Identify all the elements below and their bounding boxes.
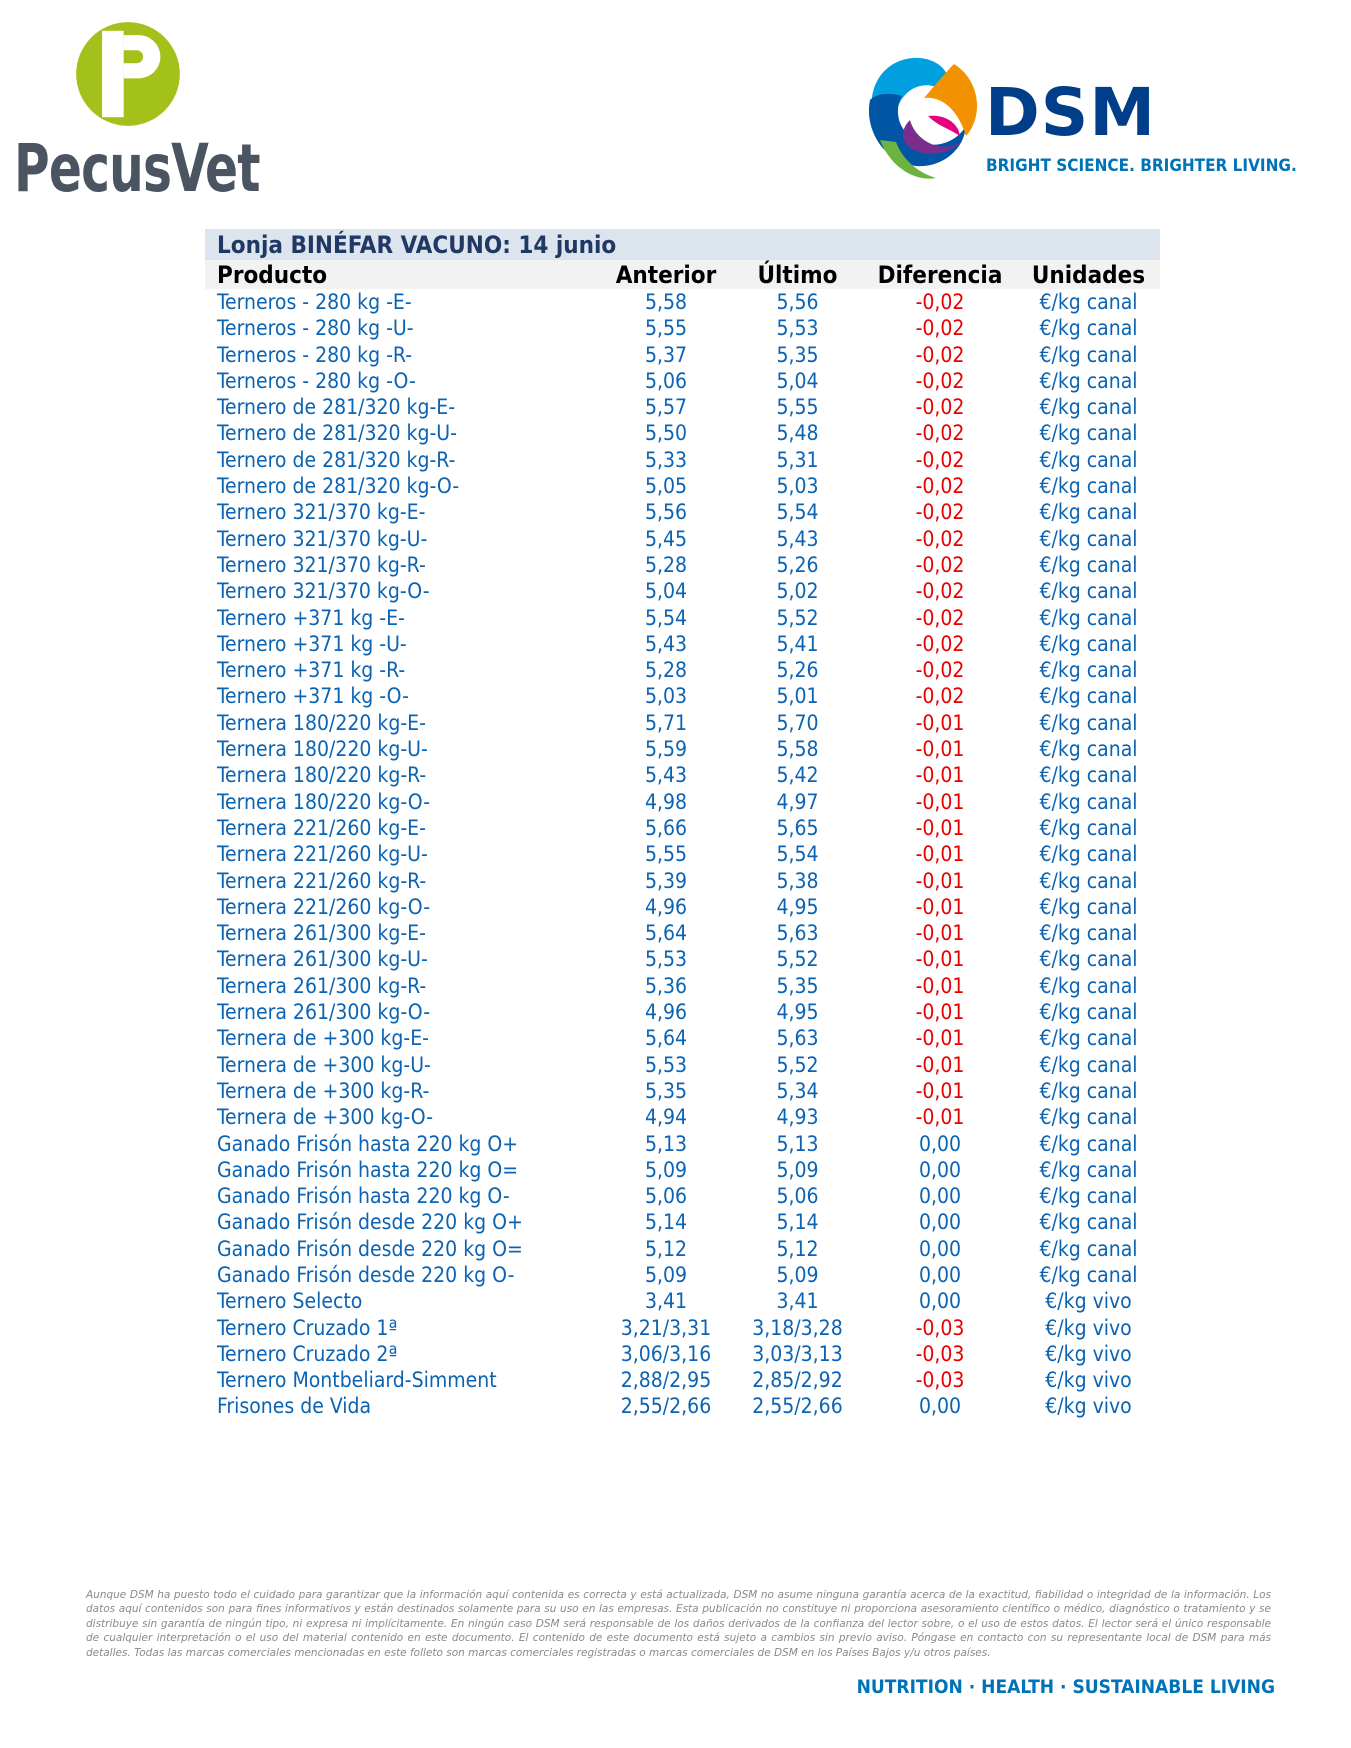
cell-unidades: €/kg canal bbox=[1039, 947, 1138, 972]
cell-ultimo: 5,48 bbox=[776, 421, 819, 446]
cell-ultimo: 5,41 bbox=[776, 631, 819, 656]
cell-anterior: 5,14 bbox=[644, 1210, 688, 1235]
cell-diferencia: -0,02 bbox=[915, 474, 965, 499]
table-row bbox=[205, 946, 1160, 972]
cell-anterior: 3,41 bbox=[644, 1289, 688, 1314]
cell-anterior: 5,57 bbox=[644, 395, 688, 420]
cell-anterior: 5,36 bbox=[644, 973, 688, 998]
cell-ultimo: 5,34 bbox=[776, 1078, 819, 1103]
table-row bbox=[205, 841, 1160, 867]
cell-producto: Ternero +371 kg -R- bbox=[217, 658, 406, 683]
legal-disclaimer: Aunque DSM ha puesto todo el cuidado para garantizar que la información aquí contenida es correcta y está actualizada, DSM no asume ninguna garantía acerca de la exactitud, fiabilidad o integridad de la información. Los datos aquí contenidos son para fines informativos y están destinados solamente para su uso en las empresas. Esta publicación no constituye ni proporciona asesoramiento científico o médico, diagnóstico o tratamiento y se distribuye sin garantía de ningún tipo, ni expresa ni implícitamente. En ningún caso DSM será responsable de los daños derivados de la confianza del lector sobre, o el uso de estos datos. El lector será el único responsable de cualquier interpretación o el uso del material contenido en este documento. El contenido de este documento está sujeto a cambios sin previo aviso. Póngase en contacto con su representante local de DSM para más detalles. Todas las marcas comerciales mencionadas en este folleto son marcas comerciales registradas o marcas comerciales de DSM en los Países Bajos y/u otros países. bbox=[86, 1589, 1271, 1659]
cell-producto: Ternero Selecto bbox=[217, 1289, 363, 1314]
cell-diferencia: -0,03 bbox=[915, 1368, 965, 1393]
cell-ultimo: 5,26 bbox=[776, 552, 819, 577]
cell-ultimo: 5,70 bbox=[776, 710, 819, 735]
cell-anterior: 5,09 bbox=[644, 1157, 688, 1182]
table-row bbox=[205, 1157, 1160, 1183]
cell-diferencia: -0,01 bbox=[915, 710, 965, 735]
cell-unidades: €/kg vivo bbox=[1045, 1341, 1132, 1366]
cell-producto: Ternera 261/300 kg-E- bbox=[217, 921, 426, 946]
table-row bbox=[205, 499, 1160, 525]
cell-diferencia: -0,01 bbox=[915, 1105, 965, 1130]
cell-producto: Terneros - 280 kg -R- bbox=[217, 342, 413, 367]
cell-diferencia: -0,02 bbox=[915, 421, 965, 446]
cell-diferencia: -0,01 bbox=[915, 789, 965, 814]
cell-ultimo: 5,55 bbox=[776, 395, 819, 420]
cell-producto: Ternero de 281/320 kg-O- bbox=[217, 474, 460, 499]
cell-unidades: €/kg canal bbox=[1039, 1262, 1138, 1287]
cell-producto: Ternero de 281/320 kg-E- bbox=[217, 395, 456, 420]
cell-producto: Ganado Frisón hasta 220 kg O= bbox=[217, 1157, 519, 1182]
cell-unidades: €/kg canal bbox=[1039, 316, 1138, 341]
cell-unidades: €/kg canal bbox=[1039, 921, 1138, 946]
cell-ultimo: 3,41 bbox=[776, 1289, 819, 1314]
dsm-logo-icon bbox=[850, 50, 990, 185]
table-row bbox=[205, 1131, 1160, 1157]
cell-ultimo: 5,52 bbox=[776, 947, 819, 972]
cell-ultimo: 5,31 bbox=[776, 447, 819, 472]
table-row bbox=[205, 368, 1160, 394]
table-row bbox=[205, 789, 1160, 815]
cell-ultimo: 5,63 bbox=[776, 921, 819, 946]
cell-diferencia: 0,00 bbox=[918, 1394, 962, 1419]
cell-diferencia: -0,02 bbox=[915, 552, 965, 577]
cell-unidades: €/kg canal bbox=[1039, 1026, 1138, 1051]
table-row bbox=[205, 526, 1160, 552]
cell-unidades: €/kg canal bbox=[1039, 658, 1138, 683]
cell-anterior: 5,28 bbox=[644, 658, 688, 683]
cell-ultimo: 5,01 bbox=[776, 684, 819, 709]
cell-ultimo: 5,06 bbox=[776, 1184, 819, 1209]
table-row bbox=[205, 1236, 1160, 1262]
cell-diferencia: 0,00 bbox=[918, 1157, 962, 1182]
cell-anterior: 5,59 bbox=[644, 737, 688, 762]
cell-ultimo: 5,12 bbox=[776, 1236, 819, 1261]
cell-ultimo: 5,13 bbox=[776, 1131, 819, 1156]
table-header-row bbox=[205, 260, 1160, 289]
cell-unidades: €/kg canal bbox=[1039, 1236, 1138, 1261]
cell-anterior: 5,43 bbox=[644, 631, 688, 656]
cell-anterior: 4,98 bbox=[644, 789, 688, 814]
cell-ultimo: 5,35 bbox=[776, 973, 819, 998]
cell-diferencia: -0,02 bbox=[915, 631, 965, 656]
cell-producto: Ternera de +300 kg-O- bbox=[217, 1105, 434, 1130]
cell-producto: Ternera 261/300 kg-U- bbox=[217, 947, 428, 972]
cell-ultimo: 5,52 bbox=[776, 1052, 819, 1077]
cell-anterior: 5,05 bbox=[644, 474, 688, 499]
cell-anterior: 5,71 bbox=[644, 710, 688, 735]
header-anterior: Anterior bbox=[615, 261, 717, 289]
cell-unidades: €/kg canal bbox=[1039, 631, 1138, 656]
cell-producto: Ternera de +300 kg-U- bbox=[217, 1052, 431, 1077]
cell-anterior: 4,96 bbox=[644, 894, 688, 919]
table-row bbox=[205, 920, 1160, 946]
cell-diferencia: -0,02 bbox=[915, 316, 965, 341]
cell-unidades: €/kg vivo bbox=[1045, 1394, 1132, 1419]
table-row bbox=[205, 1078, 1160, 1104]
table-body bbox=[205, 289, 1160, 1420]
table-row bbox=[205, 1104, 1160, 1130]
cell-diferencia: -0,03 bbox=[915, 1315, 965, 1340]
cell-anterior: 5,39 bbox=[644, 868, 688, 893]
cell-anterior: 5,09 bbox=[644, 1262, 688, 1287]
cell-diferencia: -0,02 bbox=[915, 500, 965, 525]
pecusvet-logo bbox=[14, 18, 260, 208]
cell-diferencia: -0,01 bbox=[915, 947, 965, 972]
cell-unidades: €/kg canal bbox=[1039, 842, 1138, 867]
cell-producto: Ternero Montbeliard-Simment bbox=[217, 1368, 497, 1393]
cell-producto: Terneros - 280 kg -U- bbox=[217, 316, 414, 341]
cell-unidades: €/kg canal bbox=[1039, 342, 1138, 367]
cell-ultimo: 5,56 bbox=[776, 290, 819, 314]
cell-producto: Terneros - 280 kg -E- bbox=[217, 290, 412, 314]
cell-diferencia: -0,01 bbox=[915, 842, 965, 867]
pecusvet-wordmark: PecusVet bbox=[14, 130, 260, 207]
table-row bbox=[205, 1183, 1160, 1209]
cell-producto: Ternero Cruzado 1ª bbox=[217, 1315, 398, 1340]
cell-diferencia: -0,01 bbox=[915, 1078, 965, 1103]
cell-unidades: €/kg canal bbox=[1039, 1157, 1138, 1182]
table-row bbox=[205, 710, 1160, 736]
cell-ultimo: 5,52 bbox=[776, 605, 819, 630]
cell-diferencia: -0,02 bbox=[915, 684, 965, 709]
cell-producto: Ternero de 281/320 kg-U- bbox=[217, 421, 457, 446]
cell-diferencia: -0,01 bbox=[915, 921, 965, 946]
cell-anterior: 5,64 bbox=[644, 1026, 688, 1051]
header-diferencia: Diferencia bbox=[877, 261, 1003, 289]
cell-diferencia: -0,02 bbox=[915, 368, 965, 393]
cell-ultimo: 5,14 bbox=[776, 1210, 819, 1235]
cell-unidades: €/kg canal bbox=[1039, 763, 1138, 788]
cell-ultimo: 4,93 bbox=[776, 1105, 819, 1130]
cell-diferencia: -0,02 bbox=[915, 290, 965, 314]
cell-producto: Ganado Frisón desde 220 kg O- bbox=[217, 1262, 515, 1287]
cell-ultimo: 5,43 bbox=[776, 526, 819, 551]
cell-anterior: 2,55/2,66 bbox=[620, 1394, 712, 1419]
cell-anterior: 2,88/2,95 bbox=[620, 1368, 712, 1393]
cell-unidades: €/kg canal bbox=[1039, 474, 1138, 499]
dsm-tagline: BRIGHT SCIENCE. BRIGHTER LIVING. bbox=[986, 156, 1297, 176]
cell-diferencia: 0,00 bbox=[918, 1210, 962, 1235]
cell-producto: Ternero Cruzado 2ª bbox=[217, 1341, 398, 1366]
cell-anterior: 5,03 bbox=[644, 684, 688, 709]
cell-diferencia: -0,01 bbox=[915, 815, 965, 840]
cell-unidades: €/kg canal bbox=[1039, 1210, 1138, 1235]
cell-unidades: €/kg canal bbox=[1039, 894, 1138, 919]
cell-unidades: €/kg canal bbox=[1039, 684, 1138, 709]
cell-ultimo: 5,54 bbox=[776, 842, 819, 867]
cell-ultimo: 5,65 bbox=[776, 815, 819, 840]
cell-producto: Ternera 221/260 kg-E- bbox=[217, 815, 426, 840]
cell-producto: Ganado Frisón desde 220 kg O= bbox=[217, 1236, 523, 1261]
cell-producto: Ternera 221/260 kg-R- bbox=[217, 868, 427, 893]
table-row bbox=[205, 1393, 1160, 1419]
cell-unidades: €/kg canal bbox=[1039, 1000, 1138, 1025]
cell-producto: Ternero 321/370 kg-O- bbox=[217, 579, 430, 604]
cell-unidades: €/kg canal bbox=[1039, 290, 1138, 314]
cell-producto: Ternera 261/300 kg-O- bbox=[217, 1000, 431, 1025]
header-ultimo: Último bbox=[757, 261, 838, 289]
cell-anterior: 5,04 bbox=[644, 579, 688, 604]
table-row bbox=[205, 1288, 1160, 1314]
cell-ultimo: 5,09 bbox=[776, 1157, 819, 1182]
table-row bbox=[205, 815, 1160, 841]
cell-diferencia: -0,02 bbox=[915, 658, 965, 683]
cell-unidades: €/kg canal bbox=[1039, 737, 1138, 762]
table-row bbox=[205, 420, 1160, 446]
cell-ultimo: 5,04 bbox=[776, 368, 819, 393]
cell-diferencia: -0,02 bbox=[915, 579, 965, 604]
cell-unidades: €/kg canal bbox=[1039, 1052, 1138, 1077]
cell-diferencia: -0,01 bbox=[915, 973, 965, 998]
cell-anterior: 5,37 bbox=[644, 342, 688, 367]
table-row bbox=[205, 1367, 1160, 1393]
cell-diferencia: -0,01 bbox=[915, 1026, 965, 1051]
cell-unidades: €/kg canal bbox=[1039, 868, 1138, 893]
cell-producto: Ganado Frisón hasta 220 kg O+ bbox=[217, 1131, 519, 1156]
table-title: Lonja BINÉFAR VACUNO: 14 junio bbox=[205, 229, 1160, 260]
cell-diferencia: -0,01 bbox=[915, 1052, 965, 1077]
cell-unidades: €/kg canal bbox=[1039, 1131, 1138, 1156]
table-row bbox=[205, 447, 1160, 473]
cell-unidades: €/kg canal bbox=[1039, 605, 1138, 630]
cell-ultimo: 3,18/3,28 bbox=[752, 1315, 843, 1340]
cell-ultimo: 5,35 bbox=[776, 342, 819, 367]
table-row bbox=[205, 657, 1160, 683]
cell-ultimo: 5,09 bbox=[776, 1262, 819, 1287]
cell-diferencia: -0,01 bbox=[915, 737, 965, 762]
table-row bbox=[205, 315, 1160, 341]
table-row bbox=[205, 1209, 1160, 1235]
cell-producto: Ganado Frisón hasta 220 kg O- bbox=[217, 1184, 510, 1209]
cell-diferencia: -0,02 bbox=[915, 447, 965, 472]
cell-unidades: €/kg canal bbox=[1039, 789, 1138, 814]
cell-producto: Ternero 321/370 kg-R- bbox=[217, 552, 426, 577]
cell-anterior: 5,55 bbox=[644, 316, 688, 341]
cell-producto: Ternera 221/260 kg-O- bbox=[217, 894, 431, 919]
cell-ultimo: 5,58 bbox=[776, 737, 819, 762]
cell-producto: Ternero +371 kg -O- bbox=[217, 684, 409, 709]
cell-unidades: €/kg canal bbox=[1039, 710, 1138, 735]
cell-producto: Ternera 180/220 kg-U- bbox=[217, 737, 428, 762]
table-row bbox=[205, 999, 1160, 1025]
cell-ultimo: 5,63 bbox=[776, 1026, 819, 1051]
cell-unidades: €/kg canal bbox=[1039, 368, 1138, 393]
cell-ultimo: 5,02 bbox=[776, 579, 819, 604]
cell-ultimo: 5,42 bbox=[776, 763, 819, 788]
cell-unidades: €/kg vivo bbox=[1045, 1368, 1132, 1393]
header-producto: Producto bbox=[217, 261, 328, 289]
cell-anterior: 3,06/3,16 bbox=[620, 1341, 712, 1366]
header-unidades: Unidades bbox=[1031, 261, 1146, 289]
cell-ultimo: 4,95 bbox=[776, 894, 819, 919]
cell-unidades: €/kg canal bbox=[1039, 1184, 1138, 1209]
cell-diferencia: 0,00 bbox=[918, 1131, 962, 1156]
cell-producto: Ternera 180/220 kg-R- bbox=[217, 763, 427, 788]
cell-unidades: €/kg canal bbox=[1039, 579, 1138, 604]
cell-anterior: 5,33 bbox=[644, 447, 688, 472]
cell-diferencia: -0,02 bbox=[915, 526, 965, 551]
cell-unidades: €/kg canal bbox=[1039, 421, 1138, 446]
table-row bbox=[205, 342, 1160, 368]
cell-producto: Ternero +371 kg -E- bbox=[217, 605, 405, 630]
cell-producto: Terneros - 280 kg -O- bbox=[217, 368, 416, 393]
cell-ultimo: 5,53 bbox=[776, 316, 819, 341]
cell-unidades: €/kg canal bbox=[1039, 973, 1138, 998]
cell-ultimo: 4,97 bbox=[776, 789, 819, 814]
table-row bbox=[205, 1262, 1160, 1288]
cell-diferencia: -0,01 bbox=[915, 763, 965, 788]
cell-diferencia: 0,00 bbox=[918, 1184, 962, 1209]
cell-ultimo: 4,95 bbox=[776, 1000, 819, 1025]
table-row bbox=[205, 683, 1160, 709]
cell-producto: Ternera 221/260 kg-U- bbox=[217, 842, 428, 867]
cell-producto: Ternera de +300 kg-E- bbox=[217, 1026, 429, 1051]
cell-anterior: 5,54 bbox=[644, 605, 688, 630]
footer-tagline: NUTRITION · HEALTH · SUSTAINABLE LIVING bbox=[856, 1676, 1275, 1698]
table-row bbox=[205, 605, 1160, 631]
cell-diferencia: 0,00 bbox=[918, 1262, 962, 1287]
cell-unidades: €/kg canal bbox=[1039, 1105, 1138, 1130]
cell-unidades: €/kg canal bbox=[1039, 526, 1138, 551]
cell-anterior: 5,56 bbox=[644, 500, 688, 525]
cell-anterior: 5,13 bbox=[644, 1131, 688, 1156]
cell-anterior: 5,66 bbox=[644, 815, 688, 840]
cell-anterior: 5,64 bbox=[644, 921, 688, 946]
cell-anterior: 5,58 bbox=[644, 290, 688, 314]
cell-ultimo: 3,03/3,13 bbox=[752, 1341, 843, 1366]
cell-producto: Ganado Frisón desde 220 kg O+ bbox=[217, 1210, 523, 1235]
pecusvet-logo-icon bbox=[74, 20, 182, 128]
cell-ultimo: 2,85/2,92 bbox=[752, 1368, 843, 1393]
table-row bbox=[205, 578, 1160, 604]
cell-unidades: €/kg canal bbox=[1039, 815, 1138, 840]
cell-diferencia: -0,01 bbox=[915, 894, 965, 919]
cell-anterior: 5,50 bbox=[644, 421, 688, 446]
cell-anterior: 5,45 bbox=[644, 526, 688, 551]
cell-anterior: 5,55 bbox=[644, 842, 688, 867]
cell-diferencia: -0,02 bbox=[915, 342, 965, 367]
cell-diferencia: -0,02 bbox=[915, 605, 965, 630]
table-row bbox=[205, 1025, 1160, 1051]
cell-diferencia: -0,03 bbox=[915, 1341, 965, 1366]
cell-anterior: 3,21/3,31 bbox=[620, 1315, 712, 1340]
cell-anterior: 5,35 bbox=[644, 1078, 688, 1103]
cell-anterior: 5,12 bbox=[644, 1236, 688, 1261]
dsm-logo bbox=[850, 50, 1297, 190]
table-row bbox=[205, 1341, 1160, 1367]
table-row bbox=[205, 289, 1160, 315]
table-row bbox=[205, 552, 1160, 578]
cell-anterior: 5,53 bbox=[644, 1052, 688, 1077]
cell-anterior: 5,43 bbox=[644, 763, 688, 788]
table-row bbox=[205, 1052, 1160, 1078]
cell-producto: Ternero de 281/320 kg-R- bbox=[217, 447, 456, 472]
cell-producto: Ternero 321/370 kg-U- bbox=[217, 526, 428, 551]
table-row bbox=[205, 1315, 1160, 1341]
cell-producto: Ternera 180/220 kg-E- bbox=[217, 710, 426, 735]
cell-unidades: €/kg vivo bbox=[1045, 1315, 1132, 1340]
dsm-wordmark: DSM bbox=[985, 74, 1156, 151]
cell-anterior: 5,06 bbox=[644, 1184, 688, 1209]
cell-unidades: €/kg canal bbox=[1039, 447, 1138, 472]
cell-diferencia: -0,01 bbox=[915, 868, 965, 893]
cell-producto: Frisones de Vida bbox=[217, 1394, 372, 1419]
cell-unidades: €/kg vivo bbox=[1045, 1289, 1132, 1314]
cell-ultimo: 5,54 bbox=[776, 500, 819, 525]
cell-anterior: 4,94 bbox=[644, 1105, 688, 1130]
cell-diferencia: 0,00 bbox=[918, 1236, 962, 1261]
cell-diferencia: -0,01 bbox=[915, 1000, 965, 1025]
cell-anterior: 5,28 bbox=[644, 552, 688, 577]
cell-producto: Ternera 261/300 kg-R- bbox=[217, 973, 427, 998]
cell-producto: Ternero +371 kg -U- bbox=[217, 631, 407, 656]
table-row bbox=[205, 894, 1160, 920]
cell-anterior: 4,96 bbox=[644, 1000, 688, 1025]
table-row bbox=[205, 394, 1160, 420]
cell-ultimo: 5,03 bbox=[776, 474, 819, 499]
table-row bbox=[205, 631, 1160, 657]
cell-producto: Ternera 180/220 kg-O- bbox=[217, 789, 431, 814]
table-row bbox=[205, 736, 1160, 762]
cell-diferencia: 0,00 bbox=[918, 1289, 962, 1314]
cell-ultimo: 2,55/2,66 bbox=[752, 1394, 843, 1419]
table-row bbox=[205, 868, 1160, 894]
cell-ultimo: 5,26 bbox=[776, 658, 819, 683]
cell-producto: Ternero 321/370 kg-E- bbox=[217, 500, 426, 525]
table-row bbox=[205, 762, 1160, 788]
cell-unidades: €/kg canal bbox=[1039, 500, 1138, 525]
cell-producto: Ternera de +300 kg-R- bbox=[217, 1078, 430, 1103]
cell-unidades: €/kg canal bbox=[1039, 1078, 1138, 1103]
table-row bbox=[205, 973, 1160, 999]
price-table bbox=[205, 229, 1160, 1420]
cell-anterior: 5,53 bbox=[644, 947, 688, 972]
cell-ultimo: 5,38 bbox=[776, 868, 819, 893]
cell-unidades: €/kg canal bbox=[1039, 552, 1138, 577]
table-row bbox=[205, 473, 1160, 499]
cell-anterior: 5,06 bbox=[644, 368, 688, 393]
cell-unidades: €/kg canal bbox=[1039, 395, 1138, 420]
cell-diferencia: -0,02 bbox=[915, 395, 965, 420]
